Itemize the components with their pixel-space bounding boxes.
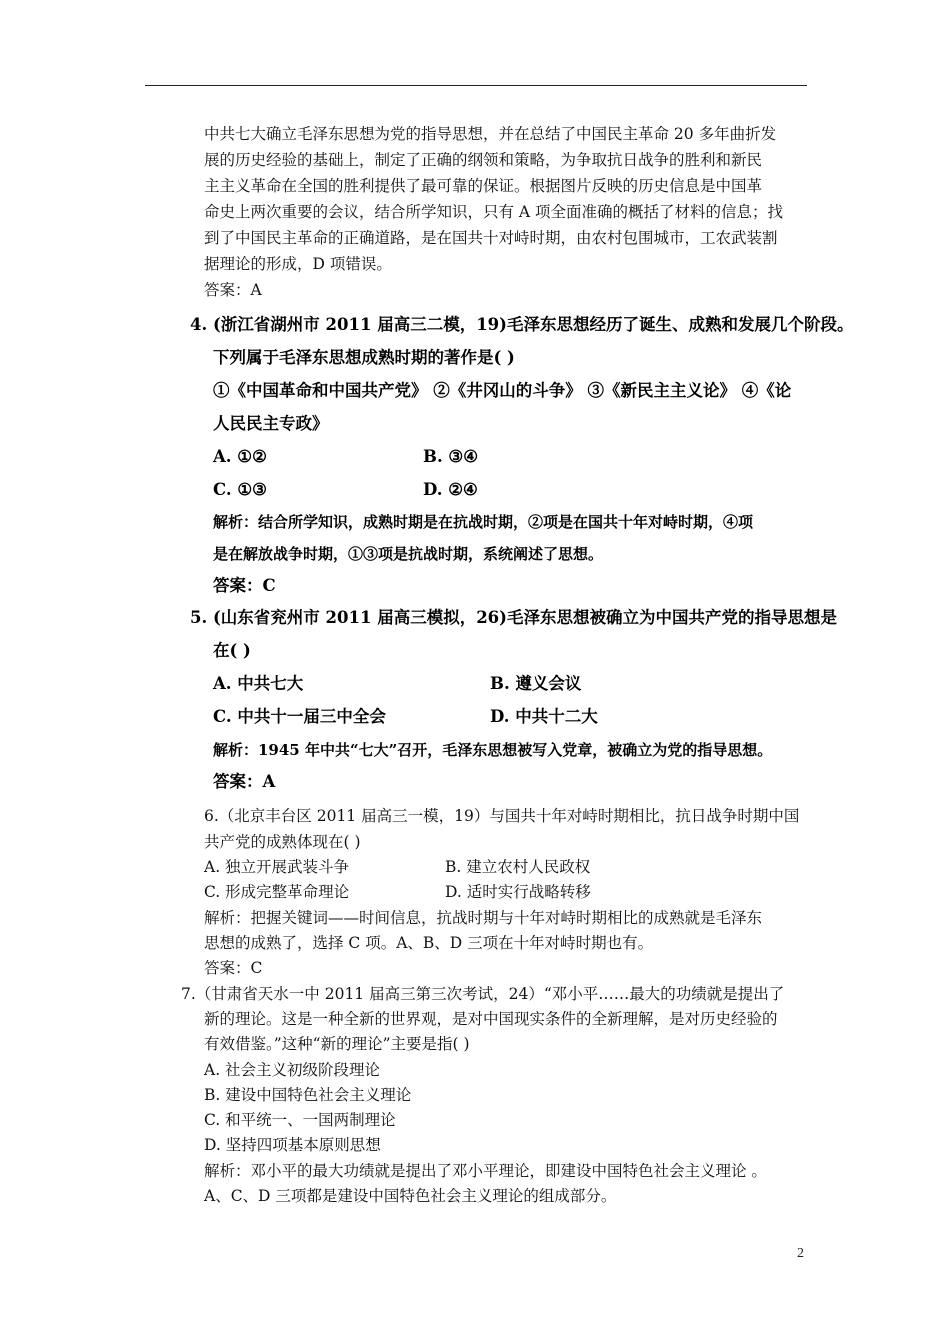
q5-option-d: D. 中共十二大: [490, 707, 598, 726]
q6-option-b: B. 建立农村人民政权: [445, 858, 591, 876]
q6-stem-line-2: 共产党的成熟体现在( ): [204, 833, 361, 851]
q7-analysis-line-2: A、C、D 三项都是建设中国特色社会主义理论的组成部分。: [204, 1187, 617, 1205]
q4-option-a: A. ①②: [213, 447, 267, 466]
paragraph-line-2: 展的历史经验的基础上，制定了正确的纲领和策略，为争取抗日战争的胜利和新民: [204, 151, 763, 169]
q7-option-a: A. 社会主义初级阶段理论: [204, 1061, 381, 1079]
q6-stem-line-1: 6.（北京丰台区 2011 届高三一模，19）与国共十年对峙时期相比，抗日战争时期中国: [204, 807, 800, 825]
paragraph-line-4: 命史上两次重要的会议，结合所学知识，只有 A 项全面准确的概括了材料的信息；找: [204, 203, 784, 221]
q6-analysis-line-1: 解析：把握关键词——时间信息，抗战时期与十年对峙时期相比的成熟就是毛泽东: [204, 909, 763, 927]
q5-option-b: B. 遵义会议: [490, 674, 582, 693]
q4-analysis-line-2: 是在解放战争时期，①③项是抗战时期，系统阐述了思想。: [213, 545, 604, 563]
q6-answer: 答案：C: [204, 959, 263, 977]
q7-analysis-line-1: 解析：邓小平的最大功绩就是提出了邓小平理论，即建设中国特色社会主义理论 。: [204, 1162, 767, 1180]
paragraph-line-3: 主主义革命在全国的胜利提供了最可靠的保证。根据图片反映的历史信息是中国革: [204, 177, 763, 195]
q7-stem-line-2: 新的理论。这是一种全新的世界观，是对中国现实条件的全新理解，是对历史经验的: [204, 1010, 778, 1028]
q4-works-line-1: ①《中国革命和中国共产党》 ②《井冈山的斗争》 ③《新民主主义论》 ④《论: [213, 381, 792, 400]
q4-answer: 答案：C: [213, 576, 276, 595]
q7-stem-line-1: 7.（甘肃省天水一中 2011 届高三第三次考试，24）“邓小平……最大的功绩就是提出了: [181, 985, 785, 1003]
q6-option-a: A. 独立开展武装斗争: [204, 858, 350, 876]
paragraph-line-5: 到了中国民主革命的正确道路，是在国共十对峙时期，由农村包围城市，工农武装割: [204, 229, 778, 247]
q4-option-d: D. ②④: [423, 480, 478, 499]
q5-stem-line-1: 5. (山东省兖州市 2011 届高三模拟，26)毛泽东思想被确立为中国共产党的指导思想是: [190, 608, 837, 627]
q6-option-d: D. 适时实行战略转移: [445, 883, 591, 901]
q4-works-line-2: 人民民主专政》: [213, 414, 329, 433]
q5-analysis: 解析：1945 年中共“七大”召开，毛泽东思想被写入党章，被确立为党的指导思想。: [213, 741, 773, 759]
q6-analysis-line-2: 思想的成熟了，选择 C 项。A、B、D 三项在十年对峙时期也有。: [204, 934, 654, 952]
q7-option-c: C. 和平统一、一国两制理论: [204, 1111, 396, 1129]
q5-stem-line-2: 在( ): [213, 641, 251, 660]
q5-answer: 答案：A: [213, 772, 276, 791]
q5-option-c: C. 中共十一届三中全会: [213, 707, 386, 726]
q7-stem-line-3: 有效借鉴。”这种“新的理论”主要是指( ): [204, 1035, 470, 1053]
header-rule: [145, 85, 807, 86]
q7-option-b: B. 建设中国特色社会主义理论: [204, 1086, 412, 1104]
paragraph-answer: 答案：A: [204, 281, 262, 299]
q4-stem-line-2: 下列属于毛泽东思想成熟时期的著作是( ): [213, 348, 515, 367]
q4-analysis-line-1: 解析：结合所学知识，成熟时期是在抗战时期，②项是在国共十年对峙时期，④项: [213, 513, 754, 531]
paragraph-line-1: 中共七大确立毛泽东思想为党的指导思想，并在总结了中国民主革命 20 多年曲折发: [204, 125, 777, 143]
paragraph-line-6: 据理论的形成，D 项错误。: [204, 255, 392, 273]
q6-option-c: C. 形成完整革命理论: [204, 883, 350, 901]
q5-option-a: A. 中共七大: [213, 674, 304, 693]
q4-option-b: B. ③④: [423, 447, 479, 466]
q4-stem-line-1: 4. (浙江省湖州市 2011 届高三二模，19)毛泽东思想经历了诞生、成熟和发展几个阶段。: [190, 315, 854, 334]
page-number: 2: [797, 1246, 804, 1261]
q4-option-c: C. ①③: [213, 480, 267, 499]
q7-option-d: D. 坚持四项基本原则思想: [204, 1136, 381, 1154]
